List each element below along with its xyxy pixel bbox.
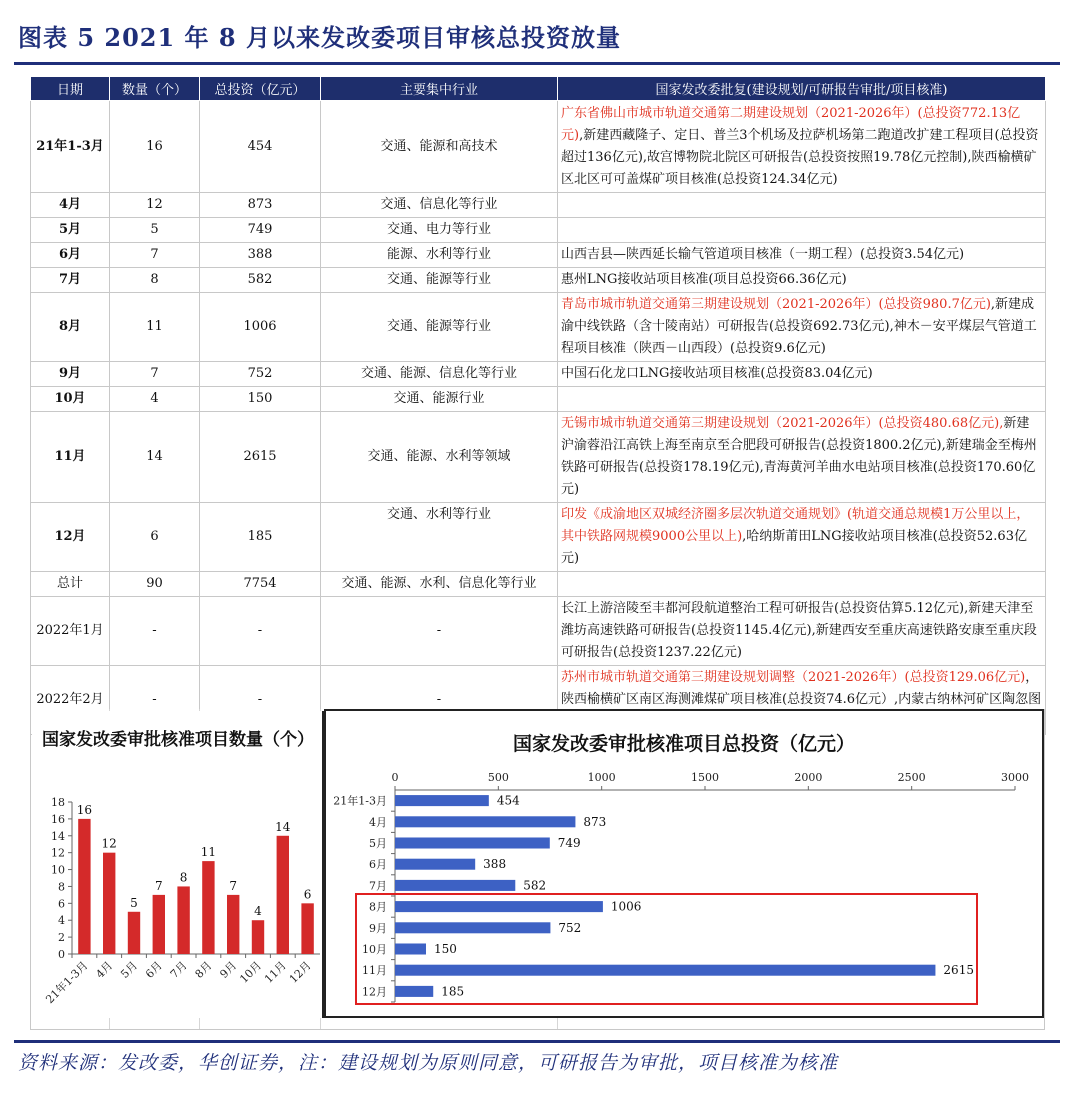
count-cell: - <box>110 666 200 735</box>
period-cell: 8月 <box>31 293 110 362</box>
category-label: 21年1-3月 <box>333 794 387 808</box>
period-cell: 21年1-3月 <box>31 101 110 193</box>
count-data-label: 4 <box>254 904 262 919</box>
investment-cell: 582 <box>200 268 321 293</box>
title-divider <box>14 62 1060 65</box>
approvals-cell <box>558 412 1046 503</box>
investment-data-label: 873 <box>583 814 607 829</box>
count-bar <box>78 819 90 954</box>
table-row <box>31 387 1046 412</box>
approvals-cell <box>558 268 1046 293</box>
investment-bar <box>395 816 575 827</box>
table-row <box>31 218 1046 243</box>
industry-cell: - <box>321 666 558 735</box>
investment-data-label: 150 <box>434 942 457 956</box>
approvals-cell <box>558 362 1046 387</box>
category-label: 12月 <box>286 958 314 986</box>
count-data-label: 16 <box>76 802 93 817</box>
investment-data-label: 2615 <box>943 963 974 978</box>
category-label: 4月 <box>93 958 116 981</box>
investment-cell: 2615 <box>200 412 321 503</box>
count-cell: 90 <box>110 572 200 597</box>
count-data-label: 7 <box>154 878 163 893</box>
chart-title: 国家发改委审批核准项目总投资（亿元） <box>512 733 855 755</box>
industry-cell: 交通、电力等行业 <box>321 218 558 243</box>
period-cell: 10月 <box>31 387 110 412</box>
period-cell: 总计 <box>31 572 110 597</box>
category-label: 9月 <box>369 921 387 935</box>
x-tick-label: 3000 <box>1001 771 1029 784</box>
x-tick-label: 1000 <box>587 771 616 784</box>
investment-bar-plot <box>326 711 1042 1016</box>
figure-title: 图表 5 2021 年 8 月以来发改委项目审核总投资放量 <box>18 23 621 52</box>
approvals-cell <box>558 503 1046 572</box>
investment-data-label: 582 <box>523 878 547 893</box>
period-cell: 9月 <box>31 362 110 387</box>
approvals-cell <box>558 597 1046 666</box>
y-tick-label: 18 <box>51 796 65 809</box>
category-label: 7月 <box>167 958 190 981</box>
chart-title: 国家发改委审批核准项目数量（个） <box>42 730 314 750</box>
investment-data-label: 749 <box>557 836 581 850</box>
highlighted-approval-text: 苏州市城市轨道交通第三期建设规划调整（2021-2026年）(总投资129.06亿元) <box>561 670 1026 685</box>
y-tick-label: 4 <box>58 914 65 928</box>
category-label: 11月 <box>362 964 387 978</box>
investment-cell: - <box>200 597 321 666</box>
approval-text: 新建沪渝蓉沿江高铁上海至南京至合肥段可研报告(总投资1800.2亿元),新建瑞金至梅州铁路可研报告(总投资178.19亿元),青海黄河羊曲水电站项目核准(总投资170.60亿元) <box>561 416 1037 497</box>
count-cell: 16 <box>110 101 200 193</box>
highlighted-approval-text: 青岛市城市轨道交通第三期建设规划（2021-2026年）(总投资980.7亿元) <box>561 297 991 312</box>
count-cell: 4 <box>110 387 200 412</box>
y-tick-label: 0 <box>58 948 65 961</box>
count-cell: 8 <box>110 268 200 293</box>
table-row <box>31 268 1046 293</box>
count-bar <box>202 861 214 954</box>
table-row <box>31 597 1046 666</box>
count-bar <box>252 920 264 954</box>
count-data-label: 14 <box>275 819 291 834</box>
count-bar <box>301 903 313 954</box>
investment-data-label: 185 <box>441 984 465 999</box>
y-tick-label: 14 <box>51 829 65 843</box>
table-row <box>31 362 1046 387</box>
approval-text: ,哈纳斯莆田LNG接收站项目核准(总投资52.63亿元) <box>561 529 1027 566</box>
investment-cell: 185 <box>200 503 321 572</box>
period-cell: 2022年1月 <box>31 597 110 666</box>
column-header: 日期 <box>31 77 110 101</box>
column-header: 总投资（亿元） <box>200 77 321 101</box>
approval-text: ,新建西藏隆子、定日、普兰3个机场及拉萨机场第二跑道改扩建工程项目(总投资超过136亿元),故宫博物院北院区可研报告(总投资按照19.78亿元控制),陕西榆横矿区北区可可盖煤矿项目核准(总投资124.34亿元) <box>561 127 1039 187</box>
count-cell: 7 <box>110 243 200 268</box>
project-count-chart <box>32 711 324 1018</box>
y-tick-label: 2 <box>58 931 65 945</box>
approvals-cell <box>558 218 1046 243</box>
investment-cell: 388 <box>200 243 321 268</box>
count-bar-plot <box>32 711 324 1018</box>
count-bar <box>153 895 165 954</box>
column-header: 主要集中行业 <box>321 77 558 101</box>
count-data-label: 11 <box>200 845 217 860</box>
approval-text: ，陕西榆横矿区南区海测滩煤矿项目核准(总投资74.6亿元）,内蒙古纳林河矿区陶忽图 <box>561 670 1042 707</box>
industry-cell: 交通、能源等行业 <box>321 293 558 362</box>
period-cell: 7月 <box>31 268 110 293</box>
approvals-table <box>30 76 1046 735</box>
count-cell: 7 <box>110 362 200 387</box>
investment-cell: 752 <box>200 362 321 387</box>
highlighted-approval-text: 无锡市城市轨道交通第三期建设规划（2021-2026年）(总投资480.68亿元), <box>561 416 1004 431</box>
table-row <box>31 101 1046 193</box>
y-tick-label: 6 <box>58 897 65 911</box>
investment-cell: - <box>200 666 321 735</box>
table-row <box>31 572 1046 597</box>
industry-cell: 交通、能源、水利、信息化等行业 <box>321 572 558 597</box>
y-tick-label: 12 <box>51 846 65 860</box>
table-row <box>31 293 1046 362</box>
investment-cell: 7754 <box>200 572 321 597</box>
count-data-label: 8 <box>179 870 188 885</box>
category-label: 4月 <box>369 815 387 829</box>
y-tick-label: 16 <box>51 812 65 826</box>
category-label: 21年1-3月 <box>43 958 91 1007</box>
count-data-label: 6 <box>303 887 312 902</box>
count-bar <box>277 836 289 954</box>
industry-cell: - <box>321 597 558 666</box>
category-label: 5月 <box>369 837 387 850</box>
industry-cell: 交通、能源、信息化等行业 <box>321 362 558 387</box>
industry-cell: 交通、能源和高技术 <box>321 101 558 193</box>
investment-data-label: 388 <box>483 857 507 872</box>
approvals-cell <box>558 387 1046 412</box>
approvals-cell <box>558 193 1046 218</box>
count-bar <box>103 853 115 954</box>
investment-data-label: 752 <box>558 920 582 935</box>
category-label: 8月 <box>192 958 215 981</box>
approval-text: 惠州LNG接收站项目核准(项目总投资66.36亿元) <box>561 272 847 287</box>
investment-data-label: 1006 <box>610 899 642 914</box>
table-row <box>31 503 1046 572</box>
x-tick-label: 500 <box>487 771 509 784</box>
industry-cell: 能源、水利等行业 <box>321 243 558 268</box>
industry-cell: 交通、能源行业 <box>321 387 558 412</box>
x-tick-label: 0 <box>391 771 399 784</box>
count-cell: 5 <box>110 218 200 243</box>
count-data-label: 5 <box>130 895 138 910</box>
category-label: 7月 <box>369 879 387 893</box>
count-bar <box>227 895 239 954</box>
approval-text: ,新建成渝中线铁路（含十陵南站）可研报告(总投资692.73亿元),神木－安平煤层气管道工程项目核准（陕西－山西段）(总投资9.6亿元) <box>561 297 1037 356</box>
approval-text: 中国石化龙口LNG接收站项目核准(总投资83.04亿元) <box>561 366 873 381</box>
investment-bar <box>395 922 550 933</box>
approvals-cell <box>558 293 1046 362</box>
source-divider <box>14 1040 1060 1043</box>
investment-bar <box>395 880 515 891</box>
investment-bar <box>395 943 426 954</box>
investment-bar <box>395 901 603 912</box>
highlighted-approval-text: 广东省佛山市城市轨道交通第二期建设规划（2021-2026年）(总投资772.13亿元) <box>561 105 1021 143</box>
category-label: 6月 <box>369 858 387 872</box>
table-header-row <box>31 77 1046 101</box>
column-header: 国家发改委批复(建设规划/可研报告审批/项目核准) <box>558 77 1046 101</box>
industry-cell: 交通、能源等行业 <box>321 268 558 293</box>
table-row <box>31 243 1046 268</box>
category-label: 10月 <box>237 958 265 986</box>
count-data-label: 12 <box>101 836 117 851</box>
count-bar <box>128 912 140 954</box>
industry-cell: 交通、信息化等行业 <box>321 193 558 218</box>
investment-chart <box>324 709 1044 1018</box>
source-note: 资料来源：发改委，华创证券，注：建设规划为原则同意，可研报告为审批，项目核准为核准 <box>18 1052 839 1074</box>
x-tick-label: 1500 <box>691 771 719 784</box>
industry-cell: 交通、能源、水利等领域 <box>321 412 558 503</box>
count-cell: 14 <box>110 412 200 503</box>
category-label: 12月 <box>362 985 387 999</box>
category-label: 11月 <box>262 958 289 986</box>
approvals-cell <box>558 101 1046 193</box>
investment-bar <box>395 795 489 806</box>
count-cell: 12 <box>110 193 200 218</box>
period-cell: 5月 <box>31 218 110 243</box>
investment-bar <box>395 837 550 848</box>
investment-bar <box>395 859 475 870</box>
investment-bar <box>395 986 433 997</box>
y-tick-label: 10 <box>51 863 65 877</box>
approvals-cell <box>558 243 1046 268</box>
investment-cell: 454 <box>200 101 321 193</box>
x-tick-label: 2000 <box>794 771 823 784</box>
count-cell: - <box>110 597 200 666</box>
category-label: 5月 <box>118 958 141 981</box>
approval-text: 山西吉县—陕西延长输气管道项目核准（一期工程）(总投资3.54亿元) <box>561 247 965 262</box>
investment-cell: 749 <box>200 218 321 243</box>
approval-text: 长江上游涪陵至丰都河段航道整治工程可研报告(总投资估算5.12亿元),新建天津至潍坊高速铁路可研报告(总投资1145.4亿元),新建西安至重庆高速铁路安康至重庆段可研报告(总投资1237.22亿元) <box>561 601 1037 660</box>
x-tick-label: 2500 <box>897 771 926 784</box>
column-header: 数量（个） <box>110 77 200 101</box>
investment-bar <box>395 965 935 976</box>
investment-data-label: 454 <box>496 793 520 808</box>
period-cell: 12月 <box>31 503 110 572</box>
count-cell: 11 <box>110 293 200 362</box>
table-row <box>31 193 1046 218</box>
investment-cell: 150 <box>200 387 321 412</box>
approvals-cell <box>558 572 1046 597</box>
y-tick-label: 8 <box>58 880 65 894</box>
count-bar <box>177 886 189 954</box>
investment-cell: 873 <box>200 193 321 218</box>
count-data-label: 7 <box>229 878 238 893</box>
category-label: 8月 <box>369 900 387 914</box>
industry-cell: 交通、水利等行业 <box>321 503 558 572</box>
period-cell: 4月 <box>31 193 110 218</box>
investment-cell: 1006 <box>200 293 321 362</box>
period-cell: 6月 <box>31 243 110 268</box>
count-cell: 6 <box>110 503 200 572</box>
period-cell: 2022年2月 <box>31 666 110 735</box>
highlighted-approval-text: 印发《成渝地区双城经济圈多层次轨道交通规划》(轨道交通总规模1万公里以上，其中铁路网规模9000公里以上) <box>561 507 1030 544</box>
category-label: 6月 <box>143 958 165 981</box>
category-label: 9月 <box>217 958 240 981</box>
table-row <box>31 412 1046 503</box>
category-label: 10月 <box>362 943 387 956</box>
period-cell: 11月 <box>31 412 110 503</box>
